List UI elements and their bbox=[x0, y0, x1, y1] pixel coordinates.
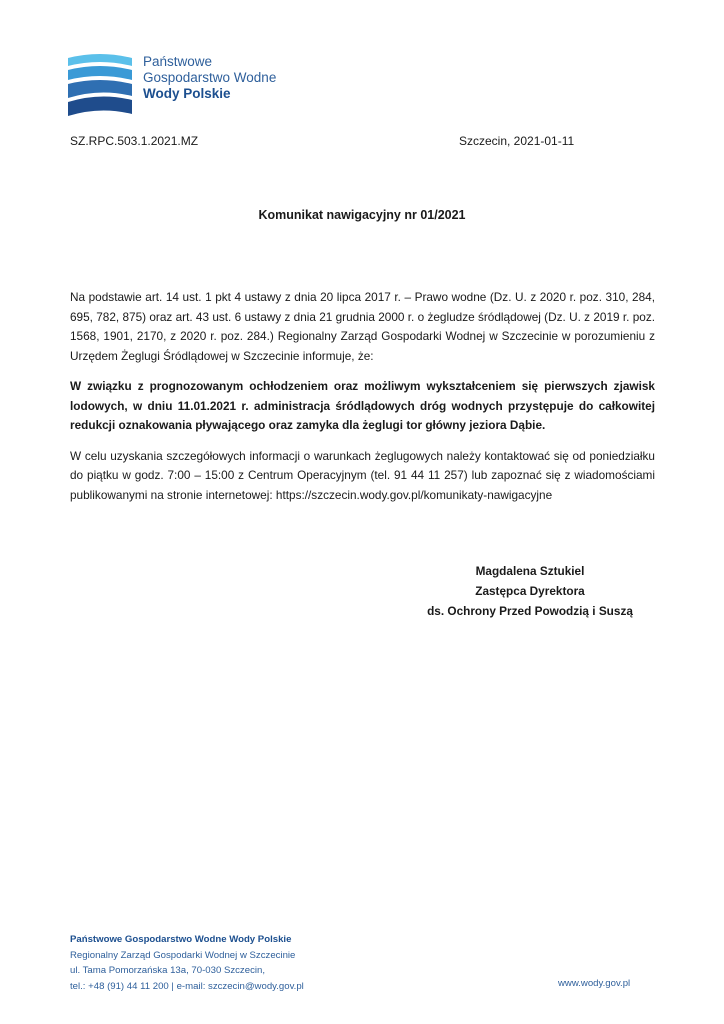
signature-block bbox=[380, 561, 680, 621]
paragraph-legal-basis: Na podstawie art. 14 ust. 1 pkt 4 ustawy z dnia 20 lipca 2017 r. – Prawo wodne (Dz. U. z 2020 r. poz. 310, 284, 695, 782, 875) oraz art. 43 ust. 6 ustawy z dnia 21 grudnia 2000 r. o żegludze śródlądowej (Dz. U. z 2019 r. poz. 1568, 1901, 2170, z 2020 r. poz. 284.) Regionalny Zarząd Gospodarki Wodnej w Szczecinie w porozumieniu z Urzędem Żeglugi Śródlądowej w Szczecinie informuje, że: bbox=[70, 290, 655, 363]
signatory-name: Magdalena Sztukiel bbox=[475, 564, 585, 578]
logo-text bbox=[143, 54, 276, 102]
signatory-department: ds. Ochrony Przed Powodzią i Suszą bbox=[427, 604, 633, 618]
paragraph-announcement: W związku z prognozowanym ochłodzeniem oraz możliwym wykształceniem się pierwszych zjawisk lodowych, w dniu 11.01.2021 r. administracja śródlądowych dróg wodnych przystępuje do całkowitej redukcji oznakowania pływającego oraz zamyka dla żeglugi tor główny jeziora Dąbie. bbox=[70, 379, 655, 432]
logo bbox=[68, 50, 298, 120]
reference-number: SZ.RPC.503.1.2021.MZ bbox=[70, 134, 199, 148]
wody-polskie-wave-icon bbox=[68, 52, 132, 116]
logo-line-2: Gospodarstwo Wodne bbox=[143, 70, 277, 85]
logo-line-3: Wody Polskie bbox=[143, 86, 231, 101]
footer bbox=[70, 932, 304, 994]
footer-address: ul. Tama Pomorzańska 13a, 70-030 Szczecin, bbox=[70, 965, 265, 976]
logo-line-1: Państwowe bbox=[143, 54, 213, 69]
footer-org: Państwowe Gospodarstwo Wodne Wody Polskie bbox=[70, 934, 292, 945]
footer-unit: Regionalny Zarząd Gospodarki Wodnej w Szczecinie bbox=[70, 949, 296, 961]
document-date: Szczecin, 2021-01-11 bbox=[459, 134, 575, 148]
document-title: Komunikat nawigacyjny nr 01/2021 bbox=[258, 208, 466, 222]
signatory-role: Zastępca Dyrektora bbox=[475, 584, 585, 598]
paragraph-contact-info: W celu uzyskania szczegółowych informacji o warunkach żeglugowych należy kontaktować się od poniedziałku do piątku w godz. 7:00 – 15:00 z Centrum Operacyjnym (tel. 91 44 11 257) lub zapoznać się z wiadomościami publikowanymi na stronie internetowej: https://szczecin.wody.gov.pl/komunikaty-nawigacyjne bbox=[70, 448, 655, 502]
footer-website: www.wody.gov.pl bbox=[558, 978, 631, 989]
footer-contact: tel.: +48 (91) 44 11 200 | e-mail: szczecin@wody.gov.pl bbox=[70, 980, 304, 992]
document-body bbox=[70, 288, 655, 516]
